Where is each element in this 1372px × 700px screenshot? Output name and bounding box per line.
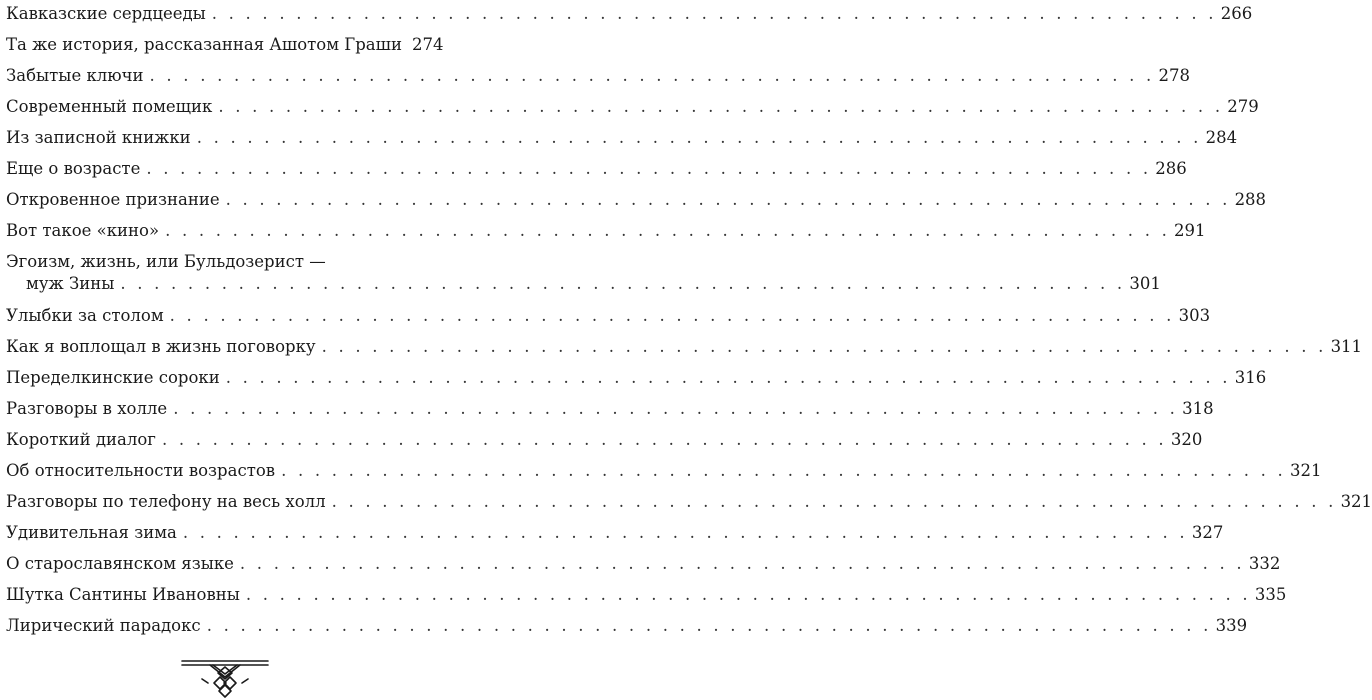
- toc-entry-page: 321: [1340, 492, 1372, 511]
- toc-entry-page: 274: [411, 35, 444, 54]
- toc-entry-page: 284: [1205, 128, 1238, 147]
- toc-entry-page: 288: [1234, 190, 1267, 209]
- toc-entry-title: Об относительности возрастов: [6, 461, 276, 480]
- toc-entry-page: 278: [1158, 66, 1190, 85]
- dot-leader: [240, 553, 1245, 575]
- toc-entry[interactable]: [6, 96, 1259, 118]
- dot-leader: [332, 491, 1337, 513]
- toc-entry-page: 291: [1174, 221, 1206, 240]
- toc-entry-title: Современный помещик: [6, 97, 213, 116]
- dot-leader: [183, 522, 1188, 544]
- toc-entry-title: Как я воплощал в жизнь поговорку: [6, 337, 316, 356]
- toc-entry[interactable]: [6, 398, 1214, 420]
- toc-entry[interactable]: [6, 429, 1203, 451]
- toc-entry-page: 316: [1234, 368, 1267, 387]
- dot-leader: [197, 127, 1202, 149]
- toc-entry[interactable]: [6, 127, 1238, 149]
- toc-entry[interactable]: [6, 220, 1206, 242]
- toc-entry-title: Улыбки за столом: [6, 306, 164, 325]
- toc-entry-page: 332: [1248, 554, 1281, 573]
- toc-entry-title: Забытые ключи: [6, 66, 144, 85]
- dot-leader: [226, 367, 1231, 389]
- dot-leader: [246, 584, 1251, 606]
- toc-entry[interactable]: [6, 491, 1372, 513]
- dot-leader: [146, 158, 1151, 180]
- toc-entry-page: 320: [1170, 430, 1203, 449]
- toc-entry[interactable]: [6, 158, 1187, 180]
- dot-leader: [150, 65, 1155, 87]
- toc-entry-title: Лирический парадокс: [6, 616, 201, 635]
- dot-leader: [173, 398, 1178, 420]
- toc-entry[interactable]: [6, 336, 1363, 358]
- toc-entry[interactable]: [6, 522, 1224, 544]
- toc-entry-page: 301: [1129, 274, 1161, 293]
- toc-entry-title: Разговоры в холле: [6, 399, 168, 418]
- dot-leader: [226, 189, 1231, 211]
- toc-entry-page: 286: [1155, 159, 1187, 178]
- toc-entry-page: 339: [1215, 616, 1248, 635]
- dot-leader: [162, 429, 1167, 451]
- toc-entry[interactable]: [6, 65, 1190, 87]
- toc-entry-title: Та же история, рассказанная Ашотом Граши: [6, 35, 402, 54]
- toc-entry[interactable]: [6, 251, 1161, 295]
- toc-entry[interactable]: [6, 460, 1322, 482]
- dot-leader: [170, 305, 1175, 327]
- dot-leader: [207, 615, 1212, 637]
- toc-entry-page: 327: [1191, 523, 1224, 542]
- toc-entry-title: Переделкинские сороки: [6, 368, 220, 387]
- dot-leader: [281, 460, 1286, 482]
- toc-entry-title: Короткий диалог: [6, 430, 156, 449]
- toc-entry-page: 311: [1330, 337, 1363, 356]
- toc-entry-title: Удивительная зима: [6, 523, 177, 542]
- toc-entry-title: Еще о возрасте: [6, 159, 141, 178]
- toc-entry-title: Шутка Сантины Ивановны: [6, 585, 240, 604]
- toc-entry[interactable]: [6, 553, 1281, 575]
- dot-leader: [322, 336, 1327, 358]
- toc-entry-title: Откровенное признание: [6, 190, 220, 209]
- decorative-knot-ornament-icon: [180, 655, 270, 699]
- dot-leader: [120, 273, 1125, 295]
- toc-entry[interactable]: [6, 34, 442, 56]
- toc-entry[interactable]: [6, 367, 1267, 389]
- toc-entry-title: Разговоры по телефону на весь холл: [6, 492, 326, 511]
- toc-entry[interactable]: [6, 615, 1248, 637]
- dot-leader: [212, 3, 1217, 25]
- toc-entry[interactable]: [6, 3, 1253, 25]
- toc-entry-title-line2: муж Зины: [26, 274, 115, 293]
- toc-entry-page: 266: [1220, 4, 1253, 23]
- toc-entry-title: Вот такое «кино»: [6, 221, 160, 240]
- toc-entry[interactable]: [6, 584, 1287, 606]
- toc-entry[interactable]: [6, 189, 1267, 211]
- toc-entry-title-line1: Эгоизм, жизнь, или Бульдозерист —: [6, 252, 326, 271]
- toc-entry-title: О старославянском языке: [6, 554, 234, 573]
- dot-leader: [165, 220, 1170, 242]
- toc-entry-page: 335: [1254, 585, 1287, 604]
- toc-entry-title: Из записной книжки: [6, 128, 191, 147]
- dot-leader: [218, 96, 1223, 118]
- toc-entry-title: Кавказские сердцееды: [6, 4, 206, 23]
- toc-entry-page: 279: [1227, 97, 1259, 116]
- toc-entry-page: 318: [1182, 399, 1214, 418]
- toc-entry[interactable]: [6, 305, 1211, 327]
- toc-entry-page: 321: [1290, 461, 1322, 480]
- toc-entry-page: 303: [1178, 306, 1211, 325]
